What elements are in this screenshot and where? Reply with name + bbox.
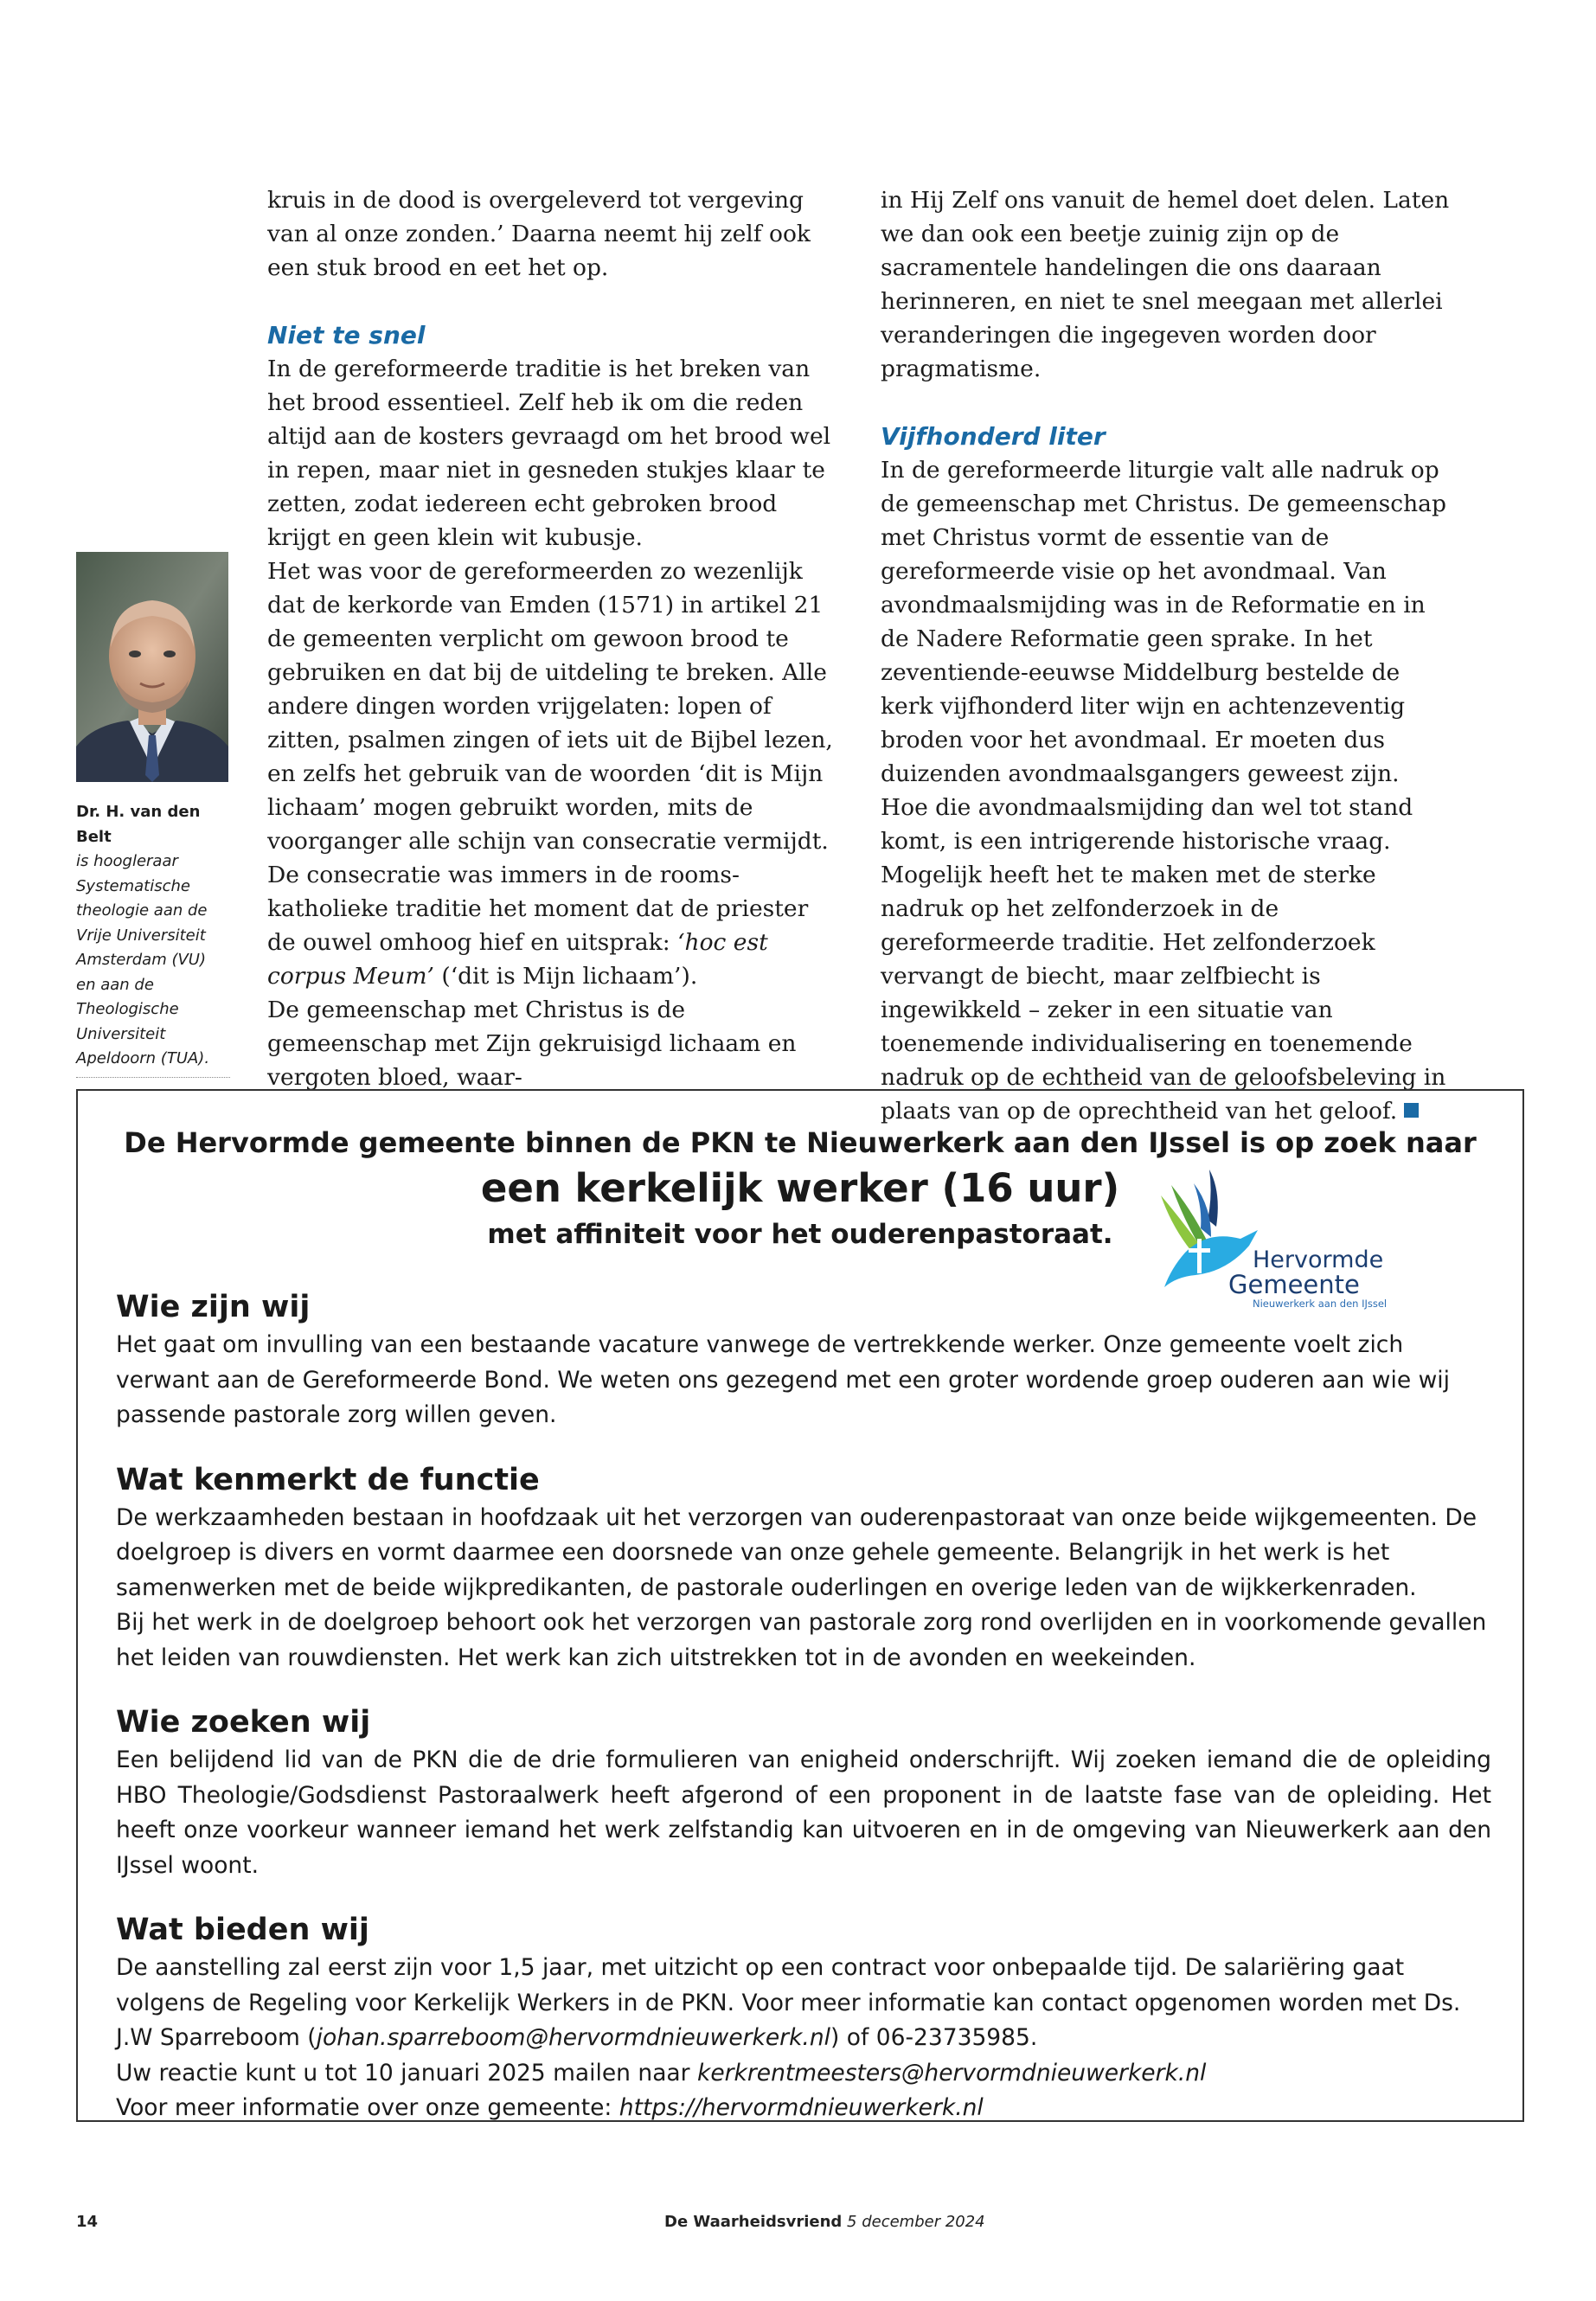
section-title: Wat kenmerkt de functie [116,1462,540,1497]
author-photo [76,552,228,782]
section-title: Wat bieden wij [116,1913,369,1947]
section-text-part: Voor meer informatie over onze gemeente: [116,2094,619,2121]
article-paragraph [267,554,842,993]
article-paragraph: De gemeenschap met Christus is de gemeenschap met Zijn gekruisigd lichaam en vergoten bloed, waar- [267,997,797,1091]
publication-name: De Waarheidsvriend [664,2213,843,2231]
footer-publication [664,2213,985,2231]
latin-quote: ‘hoc est corpus Meum’ [267,929,768,990]
article-subheading: Niet te snel [267,321,426,349]
ad-subheadline: met affiniteit voor het ouderenpastoraat. [487,1219,1113,1250]
article-paragraph: in Hij Zelf ons vanuit de hemel doet delen. Laten we dan ook een beetje zuinig zijn op de sacramentele handelingen die ons daaraan herinneren, en niet te snel meegaan met allerlei veranderingen die ingegeven worden door pragmatisme. [881,187,1450,382]
section-wat-bieden-wij [116,1909,1491,2126]
section-wie-zijn-wij [116,1286,1491,1433]
section-text [116,2091,1491,2126]
article-paragraph: In de gereformeerde liturgie valt alle nadruk op de gemeenschap met Christus. De gemeenschap met Christus vormt de essentie van de gereformeerde visie op het avondmaal. Van avondmaalsmijding was in de Reformatie en in de Nadere Reformatie geen sprake. In het zeventiende-eeuwse Middelburg bestelde de kerk vijfhonderd liter wijn en achtenzeventig broden voor het avondmaal. Er moeten dus duizenden avondmaalsgangers geweest zijn. [881,457,1446,787]
publication-date: 5 december 2024 [847,2213,985,2231]
website-link[interactable]: https://hervormdnieuwerkerk.nl [619,2094,984,2121]
ad-headline: De Hervormde gemeente binnen de PKN te Nieuwerkerk aan den IJssel is op zoek naar [124,1126,1477,1159]
job-advertisement [76,1089,1524,2122]
page-number: 14 [76,2213,99,2231]
section-text [116,1951,1491,2056]
logo-place: Nieuwerkerk aan den IJssel [1253,1298,1388,1310]
ad-job-title: een kerkelijk werker (16 uur) [480,1165,1120,1211]
author-name: Dr. H. van den Belt [76,803,201,846]
author-caption [76,800,230,1078]
section-wie-zoeken-wij [116,1702,1491,1883]
email-link-kerkrentmeesters[interactable]: kerkrentmeesters@hervormdnieuwerkerk.nl [697,2059,1207,2086]
ad-content [116,1286,1491,2126]
article-paragraph: In de gereformeerde traditie is het breken van het brood essentieel. Zelf heb ik om die reden altijd aan de kosters gevraagd om het brood wel in repen, maar niet in gesneden stukjes klaar te zetten, zodat iedereen echt gebroken brood krijgt en geen klein wit kubusje. [267,356,831,551]
section-text: Bij het werk in de doelgroep behoort ook het verzorgen van pastorale zorg rond overlijden en in voorkomende gevallen het leiden van rouwdiensten. Het werk kan zich uitstrekken tot in de avonden en weekeinden. [116,1609,1487,1671]
section-text: De werkzaamheden bestaan in hoofdzaak uit het verzorgen van ouderenpastoraat van onze beide wijkgemeenten. De doelgroep is divers en vormt daarmee een doorsnede van onze gehele gemeente. Belangrijk in het werk is het samenwerken met de beide wijkpredikanten, de pastorale ouderlingen en overige leden van de wijkkerkenraden. [116,1503,1477,1601]
email-link-sparreboom[interactable]: johan.sparreboom@hervormdnieuwerkerk.nl [316,2024,830,2051]
section-text: Een belijdend lid van de PKN die de drie formulieren van enigheid onderschrijft. Wij zoeken iemand die de opleiding HBO Theologie/Godsdienst Pastoraalwerk heeft afgerond of een proponent in de laatste fase van de opleiding. Het heeft onze voorkeur wanneer iemand het werk zelfstandig kan uitvoeren en in de omgeving van Nieuwerkerk aan den IJssel woont. [116,1747,1491,1879]
section-text-part: ) of 06-23735985. [830,2024,1038,2051]
logo-word-hervormde: Hervormde [1253,1247,1384,1273]
article-text: Hoe die avondmaalsmijding dan wel tot stand komt, is een intrigerende historische vraag. Mogelijk heeft het te maken met de sterke nadruk op het zelfonderzoek in de gereformeerde traditie. Het zelfonderzoek vervangt de biecht, maar zelfbiecht is ingewikkeld – zeker in een situatie van toenemende individualisering en toenemende nadruk op de echtheid van de geloofsbeleving in plaats van op de oprechtheid van het geloof. [881,794,1446,1125]
section-wat-kenmerkt-de-functie [116,1459,1491,1676]
section-text: Het gaat om invulling van een bestaande vacature vanwege de vertrekkende werker. Onze gemeente voelt zich verwant aan de Gereformeerde Bond. We weten ons gezegend met een groter wordende groep ouderen aan wie wij passende pastorale zorg willen geven. [116,1331,1450,1428]
section-title: Wie zoeken wij [116,1705,371,1740]
section-title: Wie zijn wij [116,1290,311,1324]
article-text: (‘dit is Mijn lichaam’). [433,963,698,990]
author-portrait-image [76,552,228,782]
article-paragraph: kruis in de dood is overgeleverd tot vergeving van al onze zonden.’ Daarna neemt hij zelf ook een stuk brood en eet het op. [267,187,811,281]
section-text-part: Uw reactie kunt u tot 10 januari 2025 mailen naar [116,2059,697,2086]
article-subheading: Vijfhonderd liter [881,422,1106,451]
article-paragraph [881,791,1452,1128]
section-text [116,2056,1491,2092]
section-text-part: De aanstelling zal eerst zijn voor 1,5 jaar, met uitzicht op een contract voor onbepaalde tijd. De salariëring gaat volgens de Regeling voor Kerkelijk Werkers in de PKN. Voor meer informatie kan contact opgenomen worden met Ds. J.W Sparreboom ( [116,1954,1461,2051]
article-column-right [881,183,1452,1128]
author-bio: is hoogleraar Systematische theologie aan de Vrije Universiteit Amsterdam (VU) en aan de Theologische Universiteit Apeldoorn (TUA). [76,852,210,1067]
article-column-left [267,183,842,1094]
logo-word-gemeente: Gemeente [1228,1270,1360,1299]
article-text: Het was voor de gereformeerden zo wezenlijk dat de kerkorde van Emden (1571) in artikel 21 de gemeenten verplicht om gewoon brood te gebruiken en dat bij de uitdeling te breken. Alle andere dingen worden vrijgelaten: lopen of zitten, psalmen zingen of iets uit de Bijbel lezen, en zelfs het gebruik van de woorden ‘dit is Mijn lichaam’ mogen gebruikt worden, mits de voorganger alle schijn van consecratie vermijdt. De consecratie was immers in de rooms-katholieke traditie het moment dat de priester de ouwel omhoog hief en uitsprak: [267,558,833,956]
